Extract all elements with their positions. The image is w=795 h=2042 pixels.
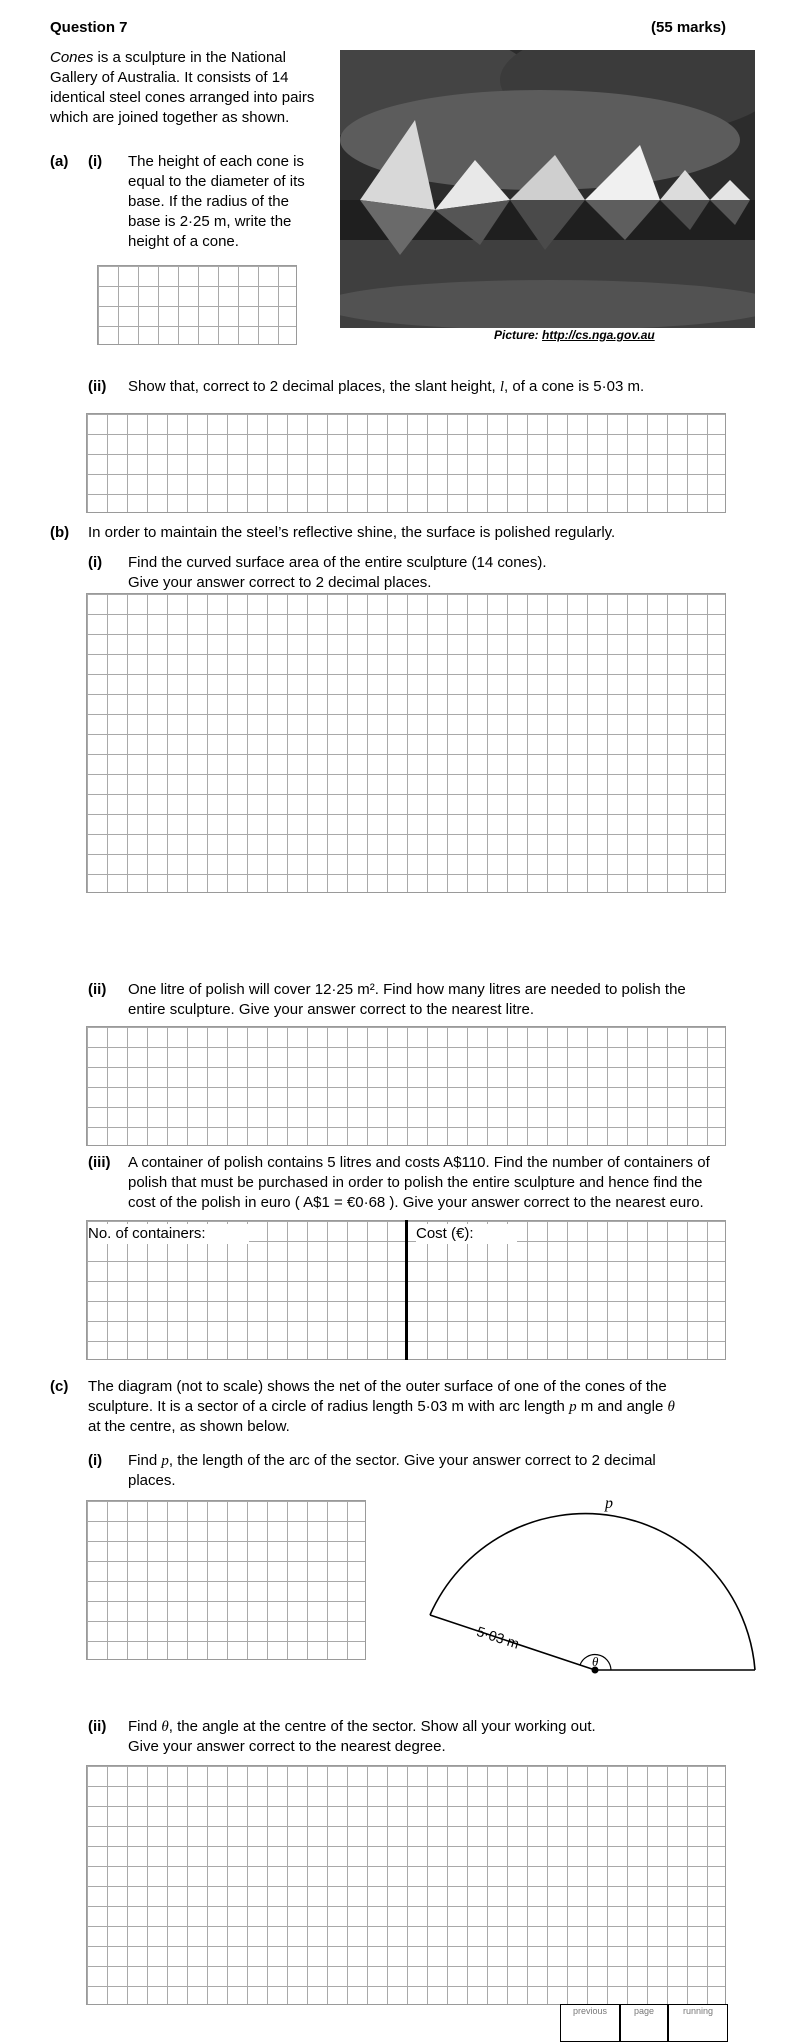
- answer-grid-b-ii[interactable]: [86, 1026, 726, 1146]
- cones-title: Cones: [50, 49, 94, 66]
- part-b-iii-line1: A container of polish contains 5 litres and costs A$110. Find the number of containers of: [128, 1154, 710, 1171]
- part-c-line1: The diagram (not to scale) shows the net of the outer surface of one of the cones of the: [88, 1378, 667, 1395]
- part-b-label: (b): [50, 524, 70, 541]
- arc-var: p: [569, 1399, 577, 1415]
- part-a-label: (a): [50, 153, 69, 170]
- theta-var-2: θ: [161, 1719, 169, 1735]
- footer-previous-box: [560, 2004, 620, 2042]
- part-b-iii-line3: cost of the polish in euro ( A$1 = €0·68 ). Give your answer correct to the nearest euro.: [128, 1194, 704, 1211]
- part-b-ii-line1: One litre of polish will cover 12·25 m². Find how many litres are needed to polish the: [128, 981, 686, 998]
- photo-caption: [494, 328, 655, 342]
- part-c-ii-before: Find: [128, 1718, 162, 1735]
- part-a-ii-text-after: , of a cone is 5·03 m.: [504, 378, 645, 395]
- part-c-line2-after: m and angle: [576, 1398, 668, 1415]
- part-b-intro: In order to maintain the steel’s reflective shine, the surface is polished regularly.: [88, 524, 616, 541]
- part-c-i-line1: [128, 1451, 748, 1471]
- footer-page: page: [633, 2006, 655, 2016]
- part-a-ii-label: (ii): [88, 378, 107, 395]
- footer-running: running: [682, 2006, 714, 2016]
- answer-grid-b-i[interactable]: [86, 593, 726, 893]
- part-b-ii-label: (ii): [88, 981, 107, 998]
- part-b-iii-label: (iii): [88, 1154, 111, 1171]
- part-a-ii-text: [128, 377, 728, 397]
- cost-label: Cost (€):: [416, 1224, 517, 1244]
- question-title: Question 7: [50, 19, 128, 36]
- sector-diagram: [420, 1490, 760, 1680]
- part-c-ii-line2: Give your answer correct to the nearest degree.: [128, 1738, 446, 1755]
- theta-var: θ: [667, 1399, 675, 1415]
- part-c-line3: at the centre, as shown below.: [88, 1418, 290, 1435]
- part-c-ii-label: (ii): [88, 1718, 107, 1735]
- arc-label: p: [605, 1495, 613, 1512]
- arc-var-2: p: [161, 1453, 169, 1469]
- part-c-i-label: (i): [88, 1452, 103, 1469]
- question-marks: (55 marks): [651, 19, 727, 36]
- part-c-i-line2: places.: [128, 1472, 176, 1489]
- part-c-label: (c): [50, 1378, 69, 1395]
- sector-arc: [430, 1514, 755, 1670]
- caption-link[interactable]: http://cs.nga.gov.au: [542, 328, 655, 342]
- slant-height-var: l: [499, 379, 505, 395]
- angle-label: θ: [592, 1654, 599, 1669]
- part-b-i-line2: Give your answer correct to 2 decimal places.: [128, 574, 432, 591]
- intro-text: [50, 48, 335, 128]
- part-a-i-text: The height of each cone is equal to the diameter of its base. If the radius of the base is 2·25 m, write the height of a cone.: [128, 153, 305, 250]
- part-b-i-line1: Find the curved surface area of the entire sculpture (14 cones).: [128, 554, 547, 571]
- intro-body: is a sculpture in the National Gallery of Australia. It consists of 14 identical steel cones arranged into pairs which are joined together as shown.: [50, 49, 315, 126]
- footer-page-box: [620, 2004, 668, 2042]
- radius-label: 5·03 m: [474, 1623, 522, 1652]
- caption-prefix: Picture:: [494, 328, 543, 342]
- containers-label: No. of containers:: [88, 1224, 249, 1244]
- part-c-ii-line1: [128, 1717, 748, 1737]
- part-b-i-label: (i): [88, 554, 103, 571]
- part-b-ii-line2: entire sculpture. Give your answer correct to the nearest litre.: [128, 1001, 535, 1018]
- answer-grid-c-i[interactable]: [86, 1500, 366, 1660]
- part-b-iii-line2: polish that must be purchased in order to polish the entire sculpture and hence find the: [128, 1174, 703, 1191]
- part-c-ii-after: , the angle at the centre of the sector. Show all your working out.: [168, 1718, 596, 1735]
- part-a-ii-text-before: Show that, correct to 2 decimal places, the slant height,: [128, 378, 500, 395]
- answer-grid-a-i[interactable]: [97, 265, 297, 345]
- sculpture-photo: [340, 50, 755, 328]
- part-c-i-before: Find: [128, 1452, 162, 1469]
- footer-running-box: [668, 2004, 728, 2042]
- part-c-line2: [88, 1397, 758, 1417]
- grid-divider: [405, 1220, 408, 1360]
- part-a-i-label: (i): [88, 153, 103, 170]
- answer-grid-c-ii[interactable]: [86, 1765, 726, 2005]
- part-c-line2-before: sculpture. It is a sector of a circle of radius length 5·03 m with arc length: [88, 1398, 570, 1415]
- part-c-i-after: , the length of the arc of the sector. Give your answer correct to 2 decimal: [168, 1452, 656, 1469]
- answer-grid-a-ii[interactable]: [86, 413, 726, 513]
- footer-previous: previous: [572, 2006, 608, 2016]
